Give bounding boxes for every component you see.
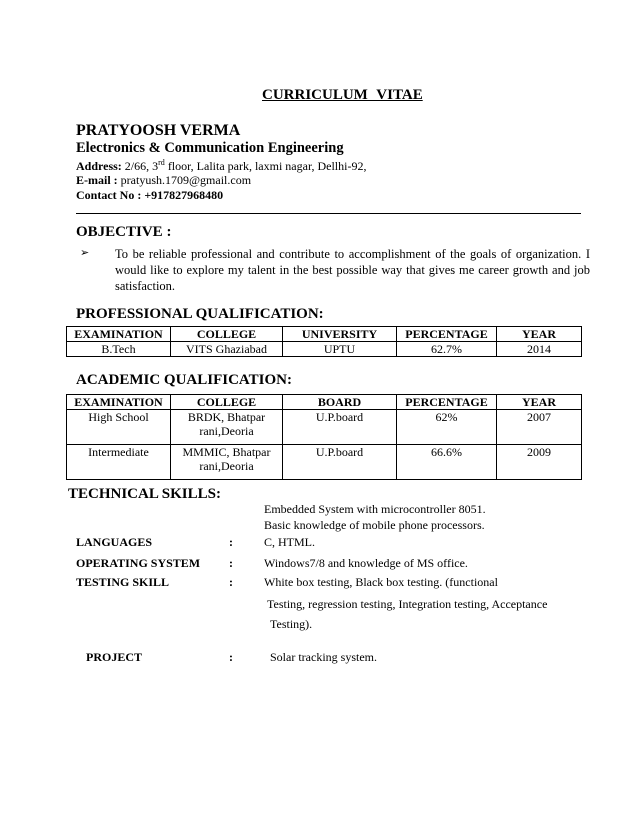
testing-line: White box testing, Black box testing. (functional xyxy=(264,575,498,589)
table-cell: 62% xyxy=(397,410,497,445)
technical-intro-line: Basic knowledge of mobile phone processors. xyxy=(264,518,485,532)
address-value-pre: 2/66, 3 xyxy=(124,159,159,173)
table-cell: MMMIC, Bhatpar rani,Deoria xyxy=(171,445,283,480)
table-row xyxy=(67,342,582,357)
header-divider xyxy=(76,213,581,214)
column-header: COLLEGE xyxy=(171,395,283,410)
professional-heading: PROFESSIONAL QUALIFICATION: xyxy=(76,306,324,322)
address-label: Address: xyxy=(76,159,122,173)
technical-heading: TECHNICAL SKILLS: xyxy=(68,486,221,502)
table-cell: 66.6% xyxy=(397,445,497,480)
languages-label: LANGUAGES xyxy=(76,535,153,549)
objective-block xyxy=(80,246,590,294)
project-colon: : xyxy=(229,650,233,664)
table-row xyxy=(67,445,582,480)
testing-line: Testing). xyxy=(270,617,313,631)
table-header-row xyxy=(67,327,582,342)
project-value: Solar tracking system. xyxy=(270,650,377,664)
table-header-row xyxy=(67,395,582,410)
candidate-branch: Electronics & Communication Engineering xyxy=(76,140,344,156)
address-value-sup: rd xyxy=(158,158,165,167)
arrow-bullet-icon: ➢ xyxy=(80,247,90,259)
table-cell: VITS Ghaziabad xyxy=(171,342,283,357)
column-header: EXAMINATION xyxy=(67,327,171,342)
os-label: OPERATING SYSTEM xyxy=(76,556,201,570)
column-header: EXAMINATION xyxy=(67,395,171,410)
column-header: PERCENTAGE xyxy=(397,395,497,410)
testing-label: TESTING SKILL xyxy=(76,575,170,589)
column-header: UNIVERSITY xyxy=(283,327,397,342)
table-cell: UPTU xyxy=(283,342,397,357)
table-cell: B.Tech xyxy=(67,342,171,357)
table-cell: BRDK, Bhatpar rani,Deoria xyxy=(171,410,283,445)
os-value: Windows7/8 and knowledge of MS office. xyxy=(264,556,468,570)
contact-label: Contact No : xyxy=(76,188,142,202)
email-label: E-mail : xyxy=(76,173,118,187)
column-header: BOARD xyxy=(283,395,397,410)
languages-value: C, HTML. xyxy=(264,535,315,549)
os-colon: : xyxy=(229,556,233,570)
project-label: PROJECT xyxy=(86,650,143,664)
table-cell: 2007 xyxy=(497,410,582,445)
academic-table xyxy=(66,394,582,480)
table-cell: Intermediate xyxy=(67,445,171,480)
testing-line: Testing, regression testing, Integration testing, Acceptance xyxy=(267,597,548,611)
email-line xyxy=(76,173,251,188)
table-cell: U.P.board xyxy=(283,410,397,445)
table-cell: U.P.board xyxy=(283,445,397,480)
address-value-post: floor, Lalita park, laxmi nagar, Dellhi-92, xyxy=(164,159,367,173)
table-cell: 62.7% xyxy=(397,342,497,357)
professional-table xyxy=(66,326,582,357)
address-line xyxy=(76,158,366,174)
column-header: YEAR xyxy=(497,395,582,410)
contact-value: +917827968480 xyxy=(144,188,224,202)
technical-intro-line: Embedded System with microcontroller 8051. xyxy=(264,502,486,516)
objective-heading: OBJECTIVE : xyxy=(76,224,172,240)
testing-colon: : xyxy=(229,575,233,589)
objective-text: To be reliable professional and contribute to accomplishment of the goals of organization. I would like to explore my talent in the best possible way that gives me career growth and job satisfaction. xyxy=(115,247,590,293)
academic-heading: ACADEMIC QUALIFICATION: xyxy=(76,372,292,388)
column-header: PERCENTAGE xyxy=(397,327,497,342)
table-cell: 2009 xyxy=(497,445,582,480)
column-header: COLLEGE xyxy=(171,327,283,342)
document-title: CURRICULUM VITAE xyxy=(262,87,423,103)
candidate-name: PRATYOOSH VERMA xyxy=(76,122,241,139)
contact-line xyxy=(76,188,223,203)
table-cell: High School xyxy=(67,410,171,445)
languages-colon: : xyxy=(229,535,233,549)
table-row xyxy=(67,410,582,445)
table-cell: 2014 xyxy=(497,342,582,357)
column-header: YEAR xyxy=(497,327,582,342)
email-value: pratyush.1709@gmail.com xyxy=(120,173,252,187)
